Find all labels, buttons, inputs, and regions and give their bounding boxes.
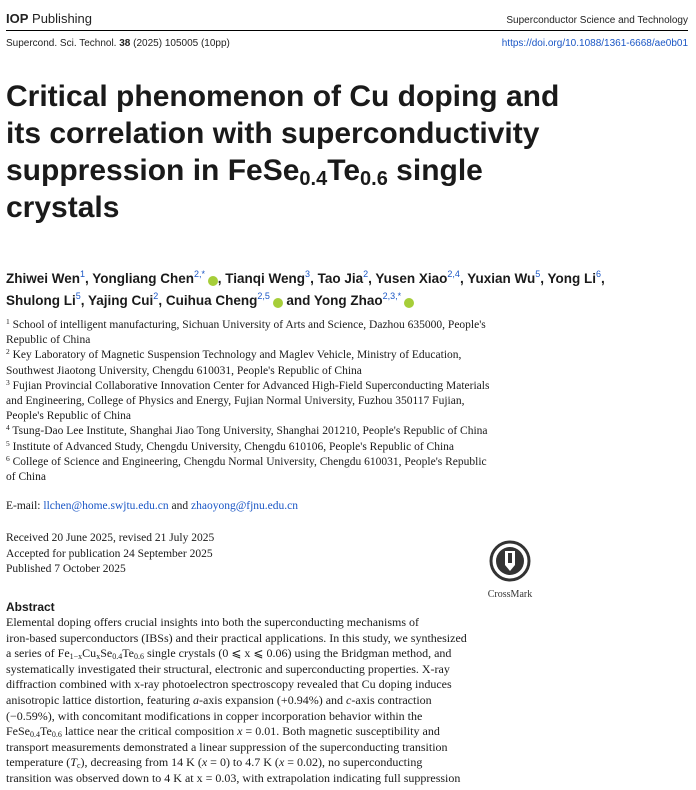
affiliation-number: 5 (6, 438, 10, 448)
journal-name: Superconductor Science and Technology (506, 15, 688, 26)
accepted-date: Accepted for publication 24 September 2025 (6, 547, 213, 560)
author-name: Yusen Xiao (375, 271, 448, 286)
affiliation-line: People's Republic of China (6, 410, 132, 423)
author-affiliation-mark[interactable]: 2,5 (257, 291, 270, 301)
affiliation-item (6, 440, 646, 455)
affiliation-number: 2 (6, 347, 10, 357)
affiliation-item (6, 348, 646, 378)
affiliation-line: School of intelligent manufacturing, Sichuan University of Arts and Science, Dazhou 635000, People's (12, 319, 486, 331)
affiliation-item (6, 379, 646, 425)
doi-link[interactable]: https://doi.org/10.1088/1361-6668/ae0b01 (501, 38, 688, 49)
published-date: Published 7 October 2025 (6, 563, 126, 575)
orcid-icon[interactable] (208, 276, 218, 286)
affiliation-line: and Engineering, College of Physics and Energy, Fujian Normal University, Fuzhou 350117 Fujian, (6, 395, 465, 408)
author-affiliation-mark[interactable]: 2 (363, 269, 369, 279)
affiliations (6, 318, 646, 485)
affiliation-item (6, 318, 646, 348)
orcid-icon[interactable] (273, 298, 283, 308)
affiliation-number: 4 (6, 423, 10, 433)
contact-email: E-mail: llchen@home.swjtu.edu.cn and zhaoyong@fjnu.edu.cn (6, 500, 299, 512)
affiliation-line: Republic of China (6, 334, 91, 347)
author-name: Yuxian Wu (467, 271, 536, 286)
author-affiliation-mark[interactable]: 2 (153, 291, 159, 301)
affiliation-line: College of Science and Engineering, Chengdu Normal University, Chengdu 610031, People's Republic (12, 455, 487, 468)
citation-line: Supercond. Sci. Technol. 38 (2025) 105005 (10pp) (6, 38, 230, 49)
author-affiliation-mark[interactable]: 2,4 (447, 269, 460, 279)
affiliation-line: Fujian Provincial Collaborative Innovation Center for Advanced High-Field Superconducting Materials (12, 379, 490, 392)
author-affiliation-mark[interactable]: 1 (80, 269, 86, 279)
publication-dates (6, 531, 214, 578)
paper-title: Critical phenomenon of Cu doping and its correlation with superconductivity suppression in $FeSe_{0.4}Te_{0.6}$ single crystals (6, 80, 560, 224)
affiliation-line: Institute of Advanced Study, Chengdu University, Chengdu 610106, People's Republic of China (12, 440, 454, 453)
author-affiliation-mark[interactable]: 5 (75, 291, 81, 301)
crossmark-badge[interactable] (480, 540, 540, 600)
author-affiliation-mark[interactable]: 2,* (194, 269, 206, 279)
author-name: Zhiwei Wen (6, 271, 81, 286)
affiliation-line: Key Laboratory of Magnetic Suspension Technology and Maglev Vehicle, Ministry of Education, (12, 349, 462, 362)
affiliation-number: 3 (6, 377, 10, 387)
received-date: Received 20 June 2025, revised 21 July 2025 (6, 532, 215, 544)
orcid-icon[interactable] (404, 298, 414, 308)
affiliation-item (6, 424, 646, 439)
affiliation-line: of China (6, 471, 46, 484)
author-name: Tianqi Weng (225, 271, 306, 286)
affiliation-line: Southwest Jiaotong University, Chengdu 610031, People's Republic of China (6, 364, 362, 377)
author-affiliation-mark[interactable]: 3 (305, 269, 311, 279)
author-name: Tao Jia (317, 271, 364, 286)
abstract-heading: Abstract (6, 600, 55, 614)
author-name: Yongliang Chen (92, 271, 195, 286)
crossmark-icon (489, 540, 531, 582)
header-rule (6, 30, 688, 31)
affiliation-number: 1 (6, 317, 10, 326)
authors-and: and (286, 293, 311, 308)
crossmark-label: CrossMark (487, 589, 533, 600)
author-name: Yong Li (547, 271, 596, 286)
abstract-text: Elemental doping offers crucial insights into both the superconducting mechanisms of iron-based superconductors (IBSs) and their practical applications. In this study, we synthesized a series of $Fe_{1-x}Cu_xSe_{0.4}Te_{0.6}$ single crystals (0 ⩽ x ⩽ 0.06) using the Bridgman method, and systematically investigated their structural, electronic and superconducting properties. X-ray diffraction combined with x-ray photoelectron spectroscopy revealed that Cu doping induces anisotropic lattice distortion, featuring a-axis expansion (+0.94%) and c-axis contraction (−0.59%), with concomitant modifications in copper incorporation behavior within the $FeSe_{0.4}Te_{0.6}$ lattice near the critical composition x = 0.01. Both magnetic susceptibility and transport measurements demonstrated a linear suppression of the superconducting transition temperature $(T_c)$, decreasing from 14 K (x = 0) to 4.7 K (x = 0.02), no superconducting transition was observed down to 4 K at x = 0.03, with extrapolation indicating full suppression (6, 615, 467, 785)
author-name: Yong Zhao (313, 293, 383, 308)
affiliation-item (6, 455, 646, 485)
author-list: Zhiwei Wen$^1$, Yongliang Chen$^{2,*}$ , Tianqi Weng$^3$, Tao Jia$^2$, Yusen Xiao$^{2,4}$, Yuxian Wu$^5$, Yong Li$^6$, Shulong Li$^5$, Yajing Cui$^2$, Cuihua Cheng$^{2,5}$ and Yong Zhao$^{2,3,*}$ (6, 269, 605, 308)
author-name: Yajing Cui (88, 293, 154, 308)
author-affiliation-mark[interactable]: 5 (535, 269, 541, 279)
author-affiliation-mark[interactable]: 6 (596, 269, 602, 279)
author-name: Cuihua Cheng (165, 293, 258, 308)
email-link-1[interactable]: llchen@home.swjtu.edu.cn (43, 500, 169, 512)
affiliation-line: Tsung-Dao Lee Institute, Shanghai Jiao Tong University, Shanghai 201210, People's Republic of China (12, 425, 488, 438)
publisher-logo: IOP Publishing (6, 11, 93, 26)
author-name: Shulong Li (6, 293, 76, 308)
email-link-2[interactable]: zhaoyong@fjnu.edu.cn (190, 500, 299, 512)
affiliation-number: 6 (6, 453, 10, 463)
author-affiliation-mark[interactable]: 2,3,* (382, 291, 402, 301)
